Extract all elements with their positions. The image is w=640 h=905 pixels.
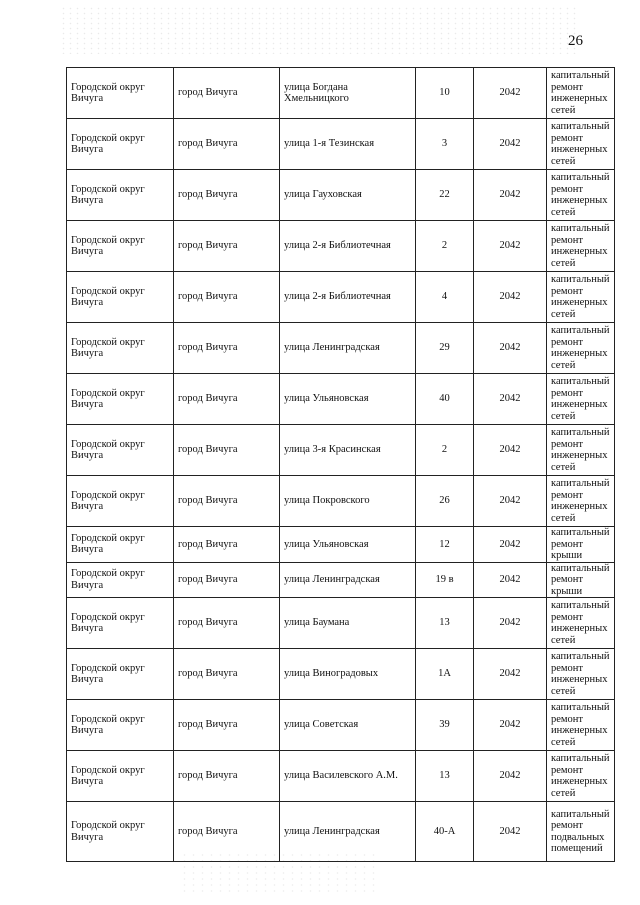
cell-house-number: 1А: [416, 649, 474, 700]
table-row: [67, 527, 615, 563]
cell-work-type: капитальный ремонт инженерных сетей: [547, 598, 615, 649]
cell-town: город Вичуга: [174, 527, 280, 563]
cell-year: 2042: [474, 527, 547, 563]
cell-district: Городской округ Вичуга: [67, 562, 174, 598]
cell-district: Городской округ Вичуга: [67, 425, 174, 476]
cell-year: 2042: [474, 68, 547, 119]
cell-street: улица Ульяновская: [280, 374, 416, 425]
cell-work-type: капитальный ремонт инженерных сетей: [547, 323, 615, 374]
cell-town: город Вичуга: [174, 802, 280, 862]
cell-year: 2042: [474, 649, 547, 700]
cell-year: 2042: [474, 476, 547, 527]
cell-street: улица Ульяновская: [280, 527, 416, 563]
cell-town: город Вичуга: [174, 751, 280, 802]
cell-year: 2042: [474, 598, 547, 649]
cell-work-type: капитальный ремонт инженерных сетей: [547, 68, 615, 119]
cell-district: Городской округ Вичуга: [67, 700, 174, 751]
cell-year: 2042: [474, 272, 547, 323]
cell-street: улица 2-я Библиотечная: [280, 272, 416, 323]
repair-schedule-table: [66, 67, 615, 862]
cell-street: улица Гауховская: [280, 170, 416, 221]
cell-work-type: капитальный ремонт крыши: [547, 527, 615, 563]
cell-house-number: 26: [416, 476, 474, 527]
cell-year: 2042: [474, 700, 547, 751]
table-row: [67, 649, 615, 700]
cell-work-type: капитальный ремонт инженерных сетей: [547, 476, 615, 527]
table-row: [67, 170, 615, 221]
cell-street: улица 2-я Библиотечная: [280, 221, 416, 272]
cell-town: город Вичуга: [174, 425, 280, 476]
cell-year: 2042: [474, 425, 547, 476]
table-row: [67, 221, 615, 272]
cell-town: город Вичуга: [174, 119, 280, 170]
cell-house-number: 10: [416, 68, 474, 119]
cell-house-number: 40: [416, 374, 474, 425]
cell-work-type: капитальный ремонт инженерных сетей: [547, 119, 615, 170]
cell-work-type: капитальный ремонт инженерных сетей: [547, 170, 615, 221]
cell-street: улица Богдана Хмельницкого: [280, 68, 416, 119]
table-row: [67, 802, 615, 862]
cell-street: улица Ленинградская: [280, 323, 416, 374]
cell-house-number: 13: [416, 598, 474, 649]
cell-street: улица Ленинградская: [280, 802, 416, 862]
cell-house-number: 12: [416, 527, 474, 563]
cell-street: улица Советская: [280, 700, 416, 751]
cell-district: Городской округ Вичуга: [67, 323, 174, 374]
cell-district: Городской округ Вичуга: [67, 476, 174, 527]
cell-house-number: 22: [416, 170, 474, 221]
cell-district: Городской округ Вичуга: [67, 527, 174, 563]
cell-work-type: капитальный ремонт инженерных сетей: [547, 272, 615, 323]
table-row: [67, 425, 615, 476]
cell-town: город Вичуга: [174, 323, 280, 374]
cell-work-type: капитальный ремонт подвальных помещений: [547, 802, 615, 862]
cell-work-type: капитальный ремонт крыши: [547, 562, 615, 598]
table-row: [67, 68, 615, 119]
cell-street: улица Василевского А.М.: [280, 751, 416, 802]
table-body: [67, 68, 615, 862]
cell-district: Городской округ Вичуга: [67, 272, 174, 323]
cell-town: город Вичуга: [174, 649, 280, 700]
cell-district: Городской округ Вичуга: [67, 598, 174, 649]
cell-town: город Вичуга: [174, 562, 280, 598]
cell-work-type: капитальный ремонт инженерных сетей: [547, 221, 615, 272]
cell-town: город Вичуга: [174, 476, 280, 527]
cell-house-number: 4: [416, 272, 474, 323]
cell-street: улица 3-я Красинская: [280, 425, 416, 476]
cell-work-type: капитальный ремонт инженерных сетей: [547, 751, 615, 802]
cell-year: 2042: [474, 802, 547, 862]
cell-district: Городской округ Вичуга: [67, 649, 174, 700]
table-row: [67, 323, 615, 374]
cell-year: 2042: [474, 374, 547, 425]
cell-house-number: 29: [416, 323, 474, 374]
cell-house-number: 2: [416, 221, 474, 272]
cell-district: Городской округ Вичуга: [67, 221, 174, 272]
scan-noise-top: [60, 6, 580, 54]
cell-house-number: 13: [416, 751, 474, 802]
cell-work-type: капитальный ремонт инженерных сетей: [547, 374, 615, 425]
cell-street: улица 1-я Тезинская: [280, 119, 416, 170]
cell-town: город Вичуга: [174, 700, 280, 751]
cell-work-type: капитальный ремонт инженерных сетей: [547, 649, 615, 700]
cell-town: город Вичуга: [174, 68, 280, 119]
table-row: [67, 700, 615, 751]
cell-year: 2042: [474, 221, 547, 272]
table-row: [67, 476, 615, 527]
cell-year: 2042: [474, 170, 547, 221]
cell-town: город Вичуга: [174, 170, 280, 221]
cell-house-number: 39: [416, 700, 474, 751]
cell-street: улица Ленинградская: [280, 562, 416, 598]
cell-house-number: 2: [416, 425, 474, 476]
cell-district: Городской округ Вичуга: [67, 374, 174, 425]
cell-house-number: 19 в: [416, 562, 474, 598]
page-number: 26: [568, 33, 583, 49]
cell-year: 2042: [474, 323, 547, 374]
cell-house-number: 3: [416, 119, 474, 170]
table-row: [67, 272, 615, 323]
cell-town: город Вичуга: [174, 598, 280, 649]
table-row: [67, 374, 615, 425]
table-row: [67, 562, 615, 598]
cell-work-type: капитальный ремонт инженерных сетей: [547, 425, 615, 476]
table-row: [67, 119, 615, 170]
cell-street: улица Баумана: [280, 598, 416, 649]
cell-district: Городской округ Вичуга: [67, 170, 174, 221]
table-row: [67, 598, 615, 649]
cell-district: Городской округ Вичуга: [67, 68, 174, 119]
cell-district: Городской округ Вичуга: [67, 119, 174, 170]
cell-street: улица Покровского: [280, 476, 416, 527]
cell-street: улица Виноградовых: [280, 649, 416, 700]
cell-year: 2042: [474, 751, 547, 802]
cell-district: Городской округ Вичуга: [67, 751, 174, 802]
cell-house-number: 40-А: [416, 802, 474, 862]
cell-work-type: капитальный ремонт инженерных сетей: [547, 700, 615, 751]
cell-year: 2042: [474, 562, 547, 598]
cell-town: город Вичуга: [174, 374, 280, 425]
table-row: [67, 751, 615, 802]
cell-year: 2042: [474, 119, 547, 170]
cell-town: город Вичуга: [174, 221, 280, 272]
cell-district: Городской округ Вичуга: [67, 802, 174, 862]
cell-town: город Вичуга: [174, 272, 280, 323]
